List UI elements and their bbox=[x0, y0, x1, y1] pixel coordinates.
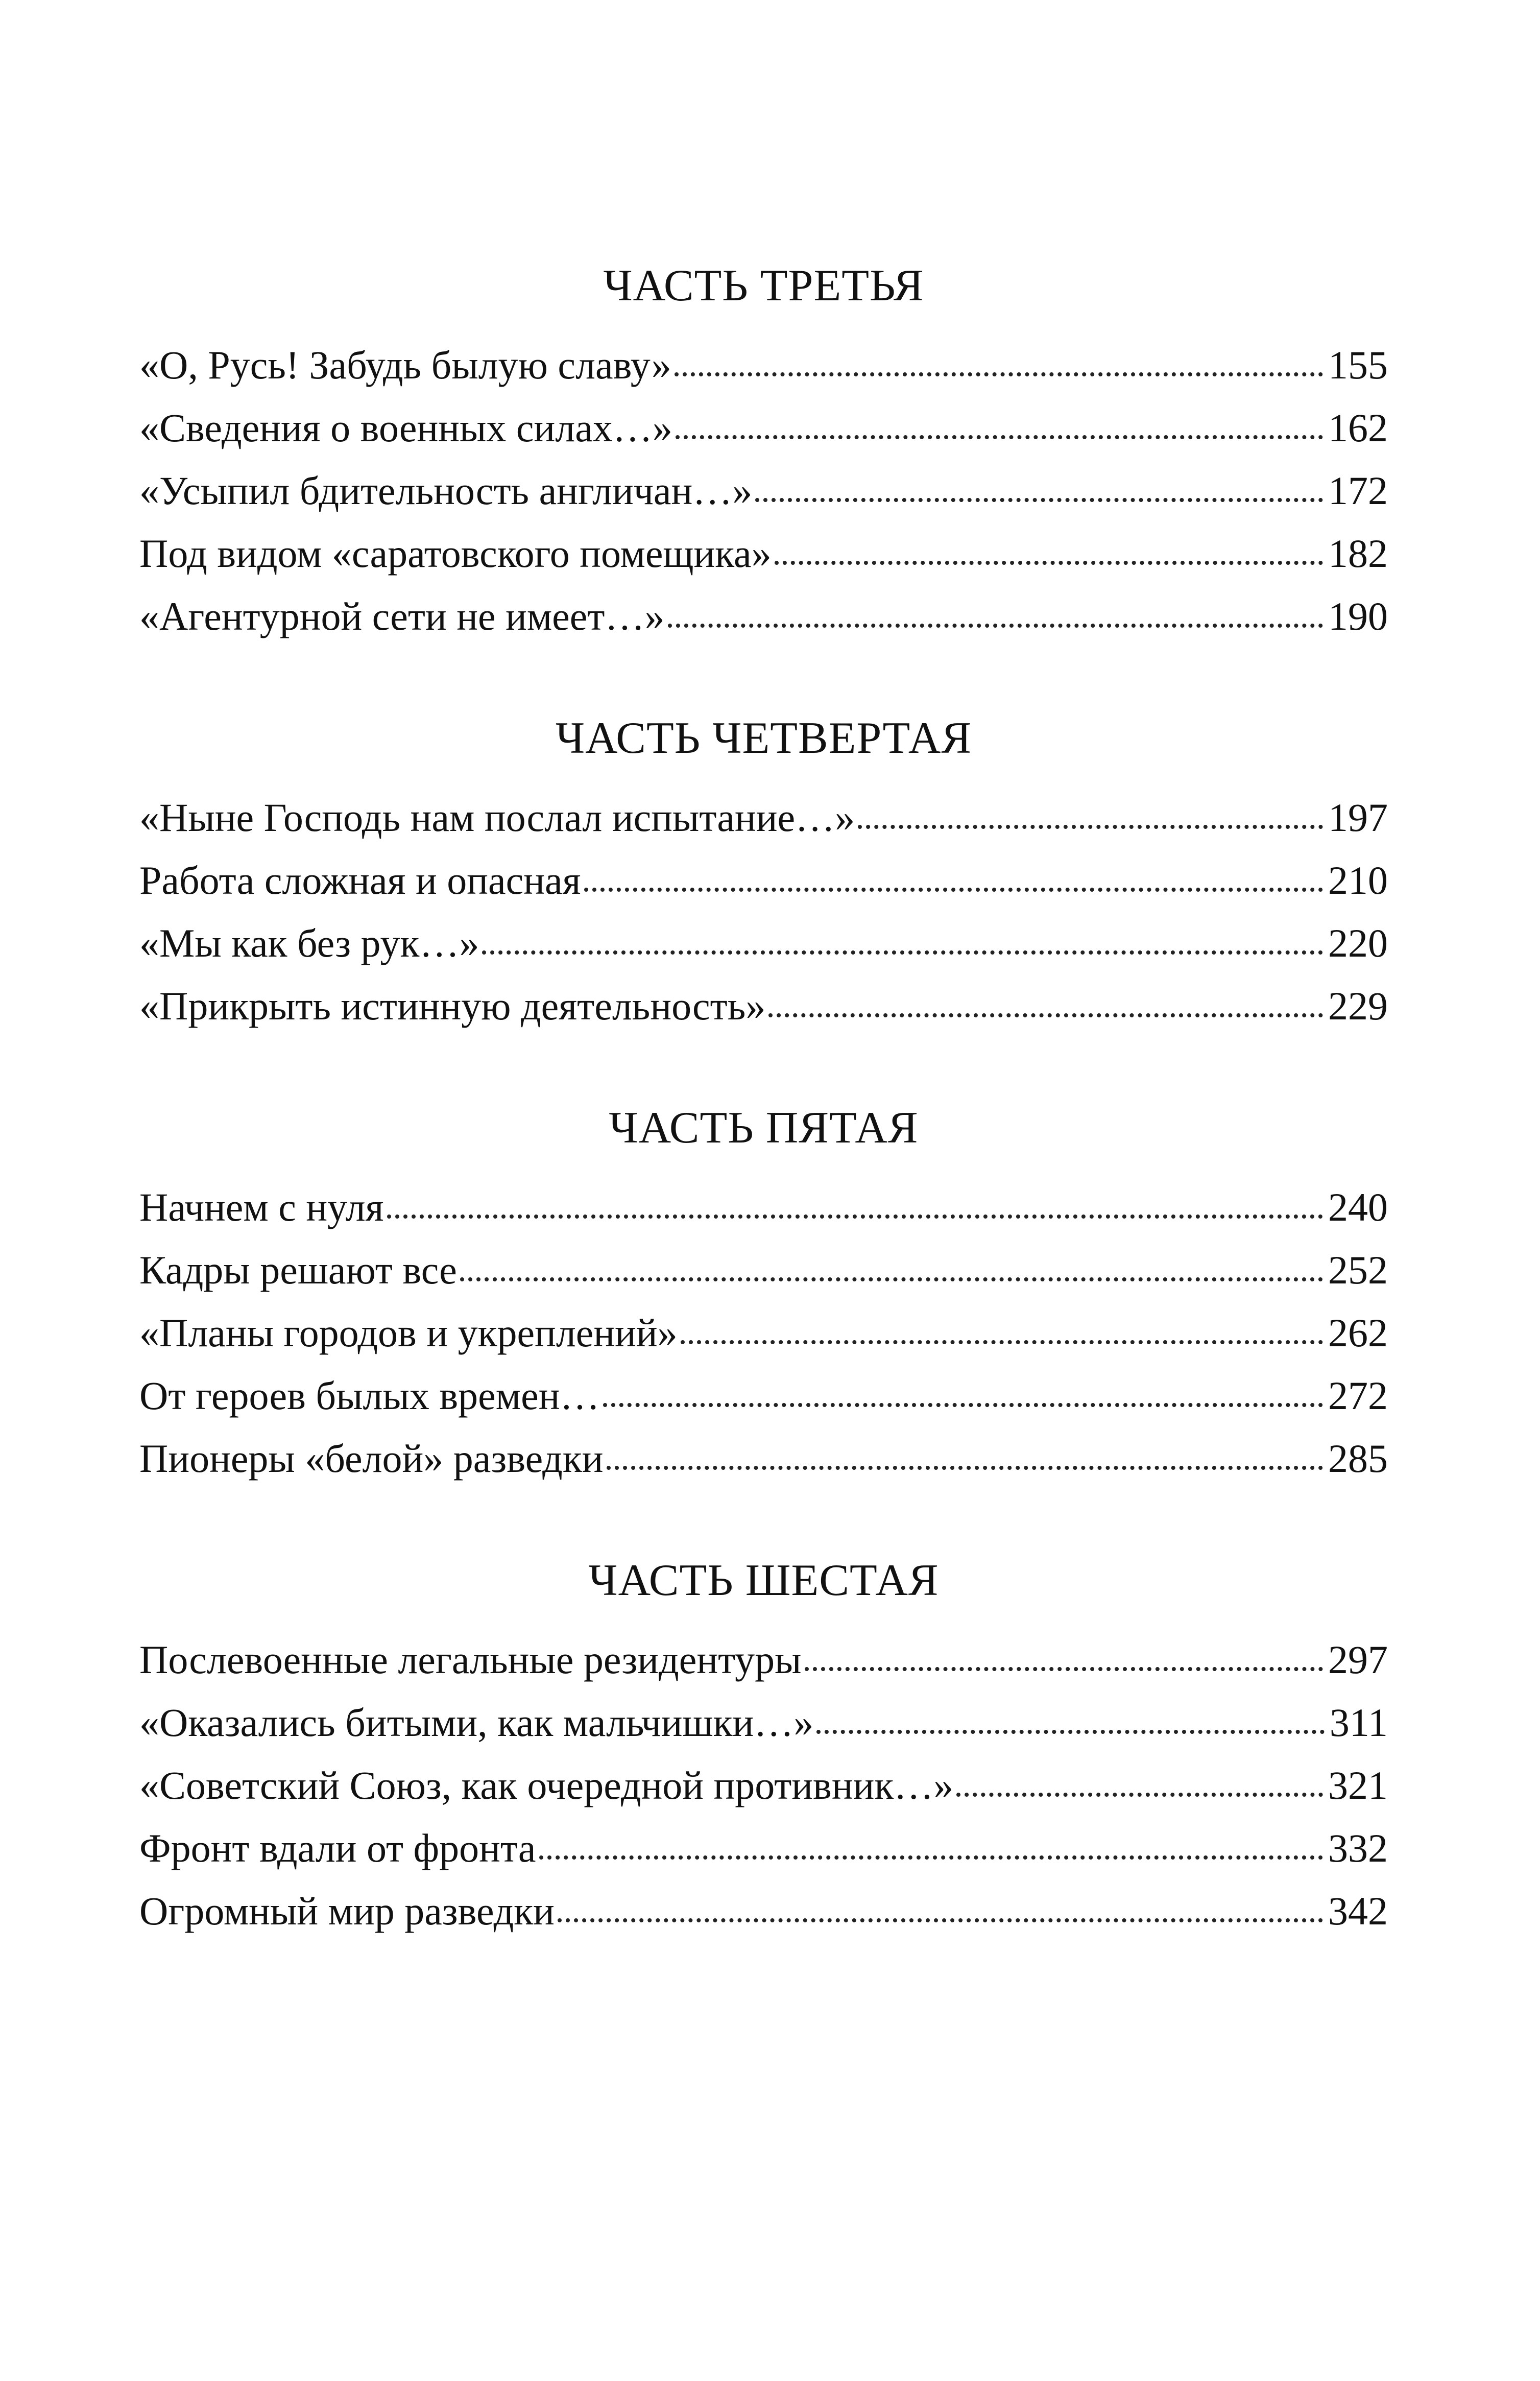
toc-entry bbox=[139, 1879, 1388, 1942]
dot-leader bbox=[675, 348, 1323, 378]
part-title: ЧАСТЬ ТРЕТЬЯ bbox=[603, 261, 924, 311]
toc-entry bbox=[139, 1301, 1388, 1364]
entry-list bbox=[139, 1176, 1388, 1490]
entry-title: Пионеры «белой» разведки bbox=[139, 1436, 604, 1481]
entry-title: Кадры решают все bbox=[139, 1248, 457, 1292]
toc-entry bbox=[139, 974, 1388, 1037]
toc-part-5 bbox=[139, 1098, 1388, 1490]
dot-leader bbox=[755, 473, 1323, 504]
entry-list bbox=[139, 786, 1388, 1037]
entry-title: Фронт вдали от фронта bbox=[139, 1826, 536, 1870]
toc-entry bbox=[139, 1239, 1388, 1301]
entry-page-number: 262 bbox=[1328, 1311, 1388, 1355]
entry-title: Под видом «саратовского помещика» bbox=[139, 531, 772, 576]
entry-page-number: 210 bbox=[1328, 858, 1388, 902]
entry-page-number: 172 bbox=[1328, 468, 1388, 513]
entry-page-number: 162 bbox=[1328, 406, 1388, 450]
entry-title: «Прикрыть истинную деятельность» bbox=[139, 984, 766, 1028]
entry-title: «Агентурной сети не имеет…» bbox=[139, 594, 665, 638]
table-of-contents bbox=[139, 255, 1388, 2003]
entry-page-number: 252 bbox=[1328, 1248, 1388, 1292]
part-title: ЧАСТЬ ЧЕТВЕРТАЯ bbox=[555, 713, 972, 763]
entry-page-number: 182 bbox=[1328, 531, 1388, 576]
entry-page-number: 197 bbox=[1328, 795, 1388, 840]
dot-leader bbox=[816, 1705, 1325, 1736]
entry-page-number: 220 bbox=[1328, 921, 1388, 965]
entry-title: Огромный мир разведки bbox=[139, 1889, 555, 1933]
entry-list bbox=[139, 334, 1388, 648]
entry-title: От героев былых времен… bbox=[139, 1373, 600, 1418]
entry-page-number: 272 bbox=[1328, 1373, 1388, 1418]
entry-title: «Сведения о военных силах…» bbox=[139, 406, 672, 450]
dot-leader bbox=[676, 411, 1323, 441]
toc-entry bbox=[139, 1176, 1388, 1239]
toc-entry bbox=[139, 849, 1388, 912]
entry-page-number: 155 bbox=[1328, 343, 1388, 387]
entry-title: Работа сложная и опасная bbox=[139, 858, 581, 902]
entry-page-number: 297 bbox=[1328, 1637, 1388, 1682]
dot-leader bbox=[387, 1190, 1323, 1221]
dot-leader bbox=[858, 800, 1323, 831]
toc-part-3 bbox=[139, 255, 1388, 648]
entry-title: «О, Русь! Забудь былую славу» bbox=[139, 343, 671, 387]
toc-entry bbox=[139, 396, 1388, 459]
toc-entry bbox=[139, 912, 1388, 974]
part-title: ЧАСТЬ ШЕСТАЯ bbox=[588, 1556, 939, 1605]
dot-leader bbox=[584, 863, 1323, 894]
dot-leader bbox=[460, 1253, 1323, 1283]
entry-page-number: 311 bbox=[1329, 1700, 1388, 1745]
entry-title: «Ныне Господь нам послал испытание…» bbox=[139, 795, 855, 840]
toc-entry bbox=[139, 1628, 1388, 1691]
entry-title: Начнем с нуля bbox=[139, 1185, 384, 1229]
entry-title: Послевоенные легальные резидентуры bbox=[139, 1637, 802, 1682]
toc-entry bbox=[139, 1427, 1388, 1490]
toc-entry bbox=[139, 1364, 1388, 1427]
entry-title: «Усыпил бдительность англичан…» bbox=[139, 468, 753, 513]
entry-page-number: 190 bbox=[1328, 594, 1388, 638]
dot-leader bbox=[607, 1441, 1323, 1472]
toc-entry bbox=[139, 459, 1388, 522]
entry-page-number: 332 bbox=[1328, 1826, 1388, 1870]
part-title: ЧАСТЬ ПЯТАЯ bbox=[609, 1103, 919, 1153]
entry-title: «Советский Союз, как очередной противник…» bbox=[139, 1763, 954, 1807]
entry-list bbox=[139, 1628, 1388, 1942]
toc-entry bbox=[139, 786, 1388, 849]
toc-part-6 bbox=[139, 1550, 1388, 1942]
toc-entry bbox=[139, 522, 1388, 585]
dot-leader bbox=[805, 1642, 1323, 1673]
toc-entry bbox=[139, 1817, 1388, 1879]
toc-entry bbox=[139, 1691, 1388, 1754]
entry-title: «Оказались битыми, как мальчишки…» bbox=[139, 1700, 814, 1745]
dot-leader bbox=[482, 926, 1323, 957]
entry-page-number: 321 bbox=[1328, 1763, 1388, 1807]
entry-page-number: 229 bbox=[1328, 984, 1388, 1028]
toc-part-4 bbox=[139, 708, 1388, 1037]
entry-title: «Планы городов и укреплений» bbox=[139, 1311, 678, 1355]
dot-leader bbox=[768, 989, 1323, 1019]
entry-title: «Мы как без рук…» bbox=[139, 921, 479, 965]
dot-leader bbox=[558, 1894, 1323, 1924]
toc-entry bbox=[139, 585, 1388, 648]
dot-leader bbox=[681, 1316, 1323, 1346]
entry-page-number: 240 bbox=[1328, 1185, 1388, 1229]
toc-entry bbox=[139, 334, 1388, 396]
dot-leader bbox=[956, 1768, 1323, 1799]
dot-leader bbox=[668, 599, 1323, 630]
toc-entry bbox=[139, 1754, 1388, 1817]
dot-leader bbox=[603, 1378, 1324, 1409]
entry-page-number: 342 bbox=[1328, 1889, 1388, 1933]
entry-page-number: 285 bbox=[1328, 1436, 1388, 1481]
dot-leader bbox=[539, 1831, 1324, 1862]
dot-leader bbox=[775, 536, 1323, 567]
